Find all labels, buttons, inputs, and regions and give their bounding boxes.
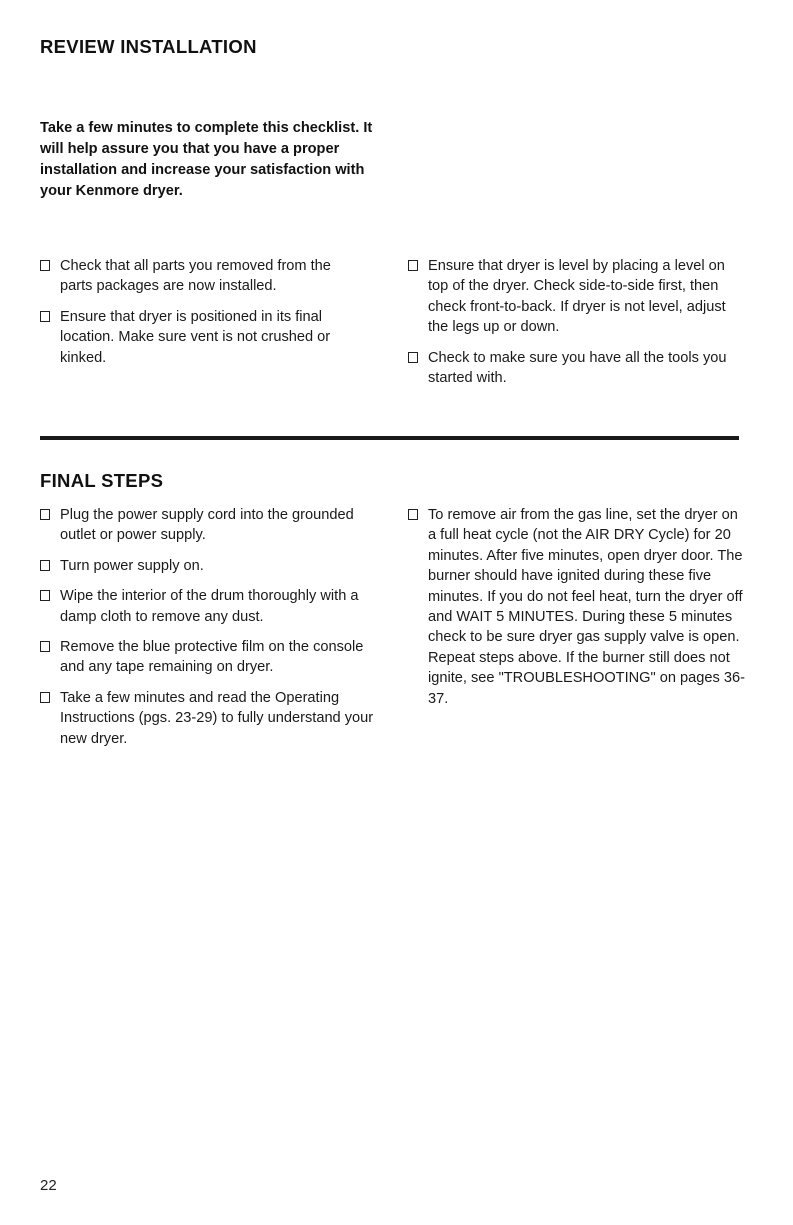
checklist-item-text: Remove the blue protective film on the console and any tape remaining on dryer.	[60, 639, 364, 676]
review-checklist-right	[408, 256, 748, 398]
checkbox-icon[interactable]	[408, 352, 418, 363]
checkbox-icon[interactable]	[40, 509, 50, 520]
checklist-item-text: Plug the power supply cord into the grounded outlet or power supply.	[60, 507, 354, 544]
checklist-item	[40, 586, 380, 627]
final-steps-right	[408, 505, 748, 719]
checklist-item-text: Turn power supply on.	[60, 557, 204, 574]
section-divider	[40, 436, 739, 440]
checklist-item-text: Take a few minutes and read the Operating Instructions (pgs. 23-29) to fully understand your new dryer.	[60, 689, 374, 747]
checkbox-icon[interactable]	[40, 260, 50, 271]
checklist-item-text: Ensure that dryer is positioned in its final location. Make sure vent is not crushed or kinked.	[60, 308, 331, 366]
checklist-item-text: To remove air from the gas line, set the dryer on a full heat cycle (not the AIR DRY Cycle) for 20 minutes. After five minutes, open dryer door. The burner should have ignited during these five minutes. If you do not feel heat, turn the dryer off and WAIT 5 MINUTES. During these 5 minutes check to be sure dryer gas supply valve is open. Repeat steps above. If the burner still does not ignite, see "TROUBLESHOOTING" on pages 36-37.	[428, 507, 745, 707]
checkbox-icon[interactable]	[40, 641, 50, 652]
checklist-item	[40, 688, 380, 749]
checklist-item	[40, 307, 360, 368]
checklist-item	[408, 505, 748, 709]
checkbox-icon[interactable]	[40, 560, 50, 571]
checklist-item	[40, 505, 380, 546]
final-steps-heading: FINAL STEPS	[40, 470, 164, 491]
checklist-item-text: Check that all parts you removed from the parts packages are now installed.	[60, 258, 331, 295]
checkbox-icon[interactable]	[40, 692, 50, 703]
checkbox-icon[interactable]	[40, 311, 50, 322]
page-title: REVIEW INSTALLATION	[40, 36, 257, 57]
final-steps-left	[40, 505, 380, 759]
checklist-item	[408, 348, 748, 389]
checklist-item-text: Check to make sure you have all the tools you started with.	[428, 349, 727, 387]
page-number: 22	[40, 1177, 57, 1194]
checkbox-icon[interactable]	[408, 260, 418, 271]
checklist-item-text: Wipe the interior of the drum thoroughly with a damp cloth to remove any dust.	[60, 588, 359, 625]
checklist-item-text: Ensure that dryer is level by placing a level on top of the dryer. Check side-to-side first, then check front-to-back. If dryer is not level, adjust the legs up or down.	[428, 258, 726, 336]
checklist-item	[408, 256, 748, 338]
review-checklist-left	[40, 256, 360, 378]
checklist-item	[40, 256, 360, 297]
intro-paragraph: Take a few minutes to complete this checklist. It will help assure you that you have a proper installation and increase your satisfaction with your Kenmore dryer.	[40, 120, 373, 199]
checklist-item	[40, 556, 380, 576]
checkbox-icon[interactable]	[40, 590, 50, 601]
checklist-item	[40, 637, 380, 678]
checkbox-icon[interactable]	[408, 509, 418, 520]
